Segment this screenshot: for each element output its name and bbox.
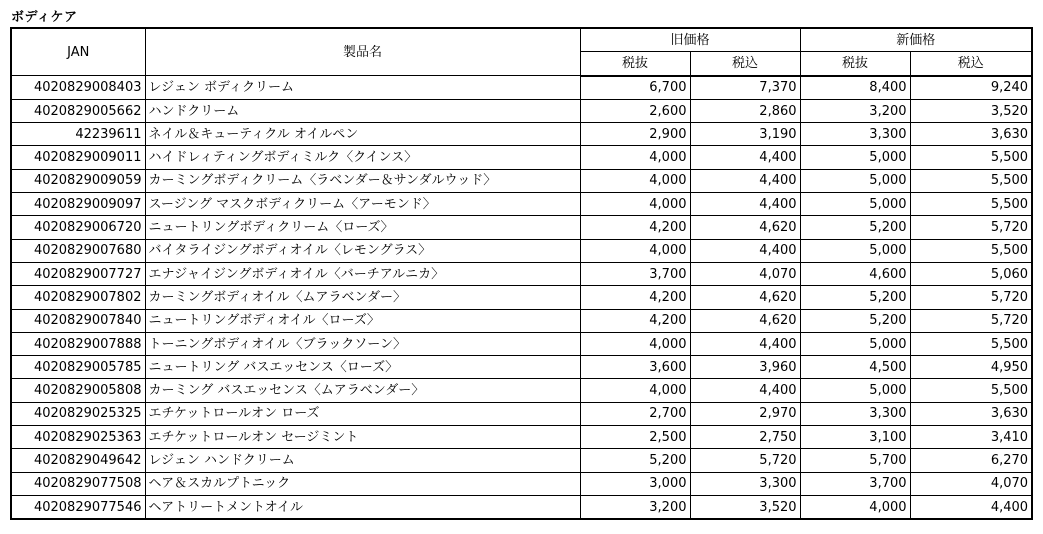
product-name-cell: エチケットロールオン セージミント	[145, 426, 580, 449]
old-tax-excluded-cell: 6,700	[580, 76, 690, 100]
old-tax-excluded-cell: 4,200	[580, 216, 690, 239]
jan-cell: 4020829007727	[11, 262, 145, 285]
product-name-cell: カーミングボディオイル〈ムアラベンダー〉	[145, 286, 580, 309]
old-tax-included-cell: 7,370	[690, 76, 800, 100]
product-name-cell: エチケットロールオン ローズ	[145, 402, 580, 425]
old-tax-included-cell: 4,400	[690, 169, 800, 192]
new-tax-excluded-cell: 3,200	[800, 99, 910, 122]
jan-cell: 4020829009097	[11, 193, 145, 216]
old-tax-excluded-cell: 4,000	[580, 169, 690, 192]
table-row	[11, 146, 1032, 169]
table-row	[11, 472, 1032, 495]
old-tax-included-cell: 2,860	[690, 99, 800, 122]
old-tax-excluded-cell: 2,700	[580, 402, 690, 425]
new-tax-included-cell: 5,060	[910, 262, 1032, 285]
old-tax-included-cell: 2,750	[690, 426, 800, 449]
table-header	[11, 28, 1032, 76]
sheet-title: ボディケア	[11, 10, 78, 25]
product-name-cell: バイタライジングボディオイル〈レモングラス〉	[145, 239, 580, 262]
new-price-group-header: 新価格	[800, 28, 1032, 52]
old-tax-excluded-cell: 2,600	[580, 99, 690, 122]
new-tax-excluded-cell: 5,200	[800, 286, 910, 309]
new-tax-included-cell: 3,630	[910, 123, 1032, 146]
old-tax-excluded-cell: 2,900	[580, 123, 690, 146]
old-tax-excluded-cell: 2,500	[580, 426, 690, 449]
new-tax-excluded-cell: 8,400	[800, 76, 910, 100]
table-row	[11, 495, 1032, 519]
new-tax-excluded-cell: 5,000	[800, 332, 910, 355]
new-tax-included-cell: 5,720	[910, 286, 1032, 309]
jan-cell: 4020829049642	[11, 449, 145, 472]
old-tax-excluded-header: 税抜	[580, 52, 690, 76]
new-tax-included-cell: 5,500	[910, 239, 1032, 262]
new-tax-excluded-cell: 3,300	[800, 402, 910, 425]
old-tax-included-cell: 5,720	[690, 449, 800, 472]
old-tax-excluded-cell: 4,200	[580, 309, 690, 332]
old-tax-excluded-cell: 3,000	[580, 472, 690, 495]
product-name-cell: レジェン ボディクリーム	[145, 76, 580, 100]
table-row	[11, 379, 1032, 402]
old-tax-included-cell: 4,400	[690, 146, 800, 169]
new-tax-included-cell: 4,400	[910, 495, 1032, 519]
old-tax-excluded-cell: 4,000	[580, 332, 690, 355]
old-tax-included-cell: 4,400	[690, 379, 800, 402]
old-tax-included-cell: 3,300	[690, 472, 800, 495]
new-tax-included-cell: 5,500	[910, 332, 1032, 355]
product-name-cell: ネイル＆キューティクル オイルペン	[145, 123, 580, 146]
table-body	[11, 76, 1032, 520]
old-tax-included-header: 税込	[690, 52, 800, 76]
jan-cell: 4020829007840	[11, 309, 145, 332]
new-tax-excluded-cell: 5,000	[800, 239, 910, 262]
product-name-cell: ハンドクリーム	[145, 99, 580, 122]
product-name-column-header: 製品名	[145, 28, 580, 76]
jan-cell: 4020829077546	[11, 495, 145, 519]
new-tax-included-cell: 5,720	[910, 309, 1032, 332]
new-tax-excluded-header: 税抜	[800, 52, 910, 76]
table-row	[11, 332, 1032, 355]
old-tax-included-cell: 4,070	[690, 262, 800, 285]
product-name-cell: カーミングボディクリーム〈ラベンダー＆サンダルウッド〉	[145, 169, 580, 192]
new-tax-excluded-cell: 4,000	[800, 495, 910, 519]
new-tax-excluded-cell: 5,000	[800, 169, 910, 192]
price-table	[10, 27, 1033, 520]
old-tax-included-cell: 3,190	[690, 123, 800, 146]
old-tax-included-cell: 4,620	[690, 286, 800, 309]
old-tax-included-cell: 4,620	[690, 309, 800, 332]
old-tax-included-cell: 4,620	[690, 216, 800, 239]
new-tax-included-cell: 5,500	[910, 146, 1032, 169]
new-tax-included-cell: 5,500	[910, 379, 1032, 402]
new-tax-excluded-cell: 5,000	[800, 379, 910, 402]
table-row	[11, 216, 1032, 239]
new-tax-included-cell: 3,520	[910, 99, 1032, 122]
jan-cell: 4020829007680	[11, 239, 145, 262]
product-name-cell: スージング マスクボディクリーム〈アーモンド〉	[145, 193, 580, 216]
old-tax-excluded-cell: 4,200	[580, 286, 690, 309]
new-tax-excluded-cell: 3,700	[800, 472, 910, 495]
old-tax-excluded-cell: 4,000	[580, 146, 690, 169]
product-name-cell: エナジャイジングボディオイル〈バーチアルニカ〉	[145, 262, 580, 285]
table-row	[11, 309, 1032, 332]
new-tax-included-cell: 4,950	[910, 356, 1032, 379]
table-row	[11, 99, 1032, 122]
table-row	[11, 356, 1032, 379]
table-row	[11, 76, 1032, 100]
product-name-cell: カーミング バスエッセンス〈ムアラベンダー〉	[145, 379, 580, 402]
old-tax-included-cell: 3,960	[690, 356, 800, 379]
old-tax-excluded-cell: 5,200	[580, 449, 690, 472]
old-tax-excluded-cell: 4,000	[580, 239, 690, 262]
product-name-cell: ニュートリングボディオイル〈ローズ〉	[145, 309, 580, 332]
table-row	[11, 426, 1032, 449]
table-row	[11, 262, 1032, 285]
new-tax-excluded-cell: 5,000	[800, 146, 910, 169]
old-tax-included-cell: 4,400	[690, 332, 800, 355]
new-tax-included-header: 税込	[910, 52, 1032, 76]
old-price-group-header: 旧価格	[580, 28, 800, 52]
jan-cell: 4020829007802	[11, 286, 145, 309]
jan-cell: 4020829005808	[11, 379, 145, 402]
jan-cell: 4020829009059	[11, 169, 145, 192]
product-name-cell: ヘアトリートメントオイル	[145, 495, 580, 519]
jan-cell: 4020829009011	[11, 146, 145, 169]
old-tax-excluded-cell: 3,600	[580, 356, 690, 379]
product-name-cell: ヘア＆スカルプトニック	[145, 472, 580, 495]
old-tax-included-cell: 3,520	[690, 495, 800, 519]
new-tax-included-cell: 3,410	[910, 426, 1032, 449]
jan-cell: 4020829077508	[11, 472, 145, 495]
new-tax-excluded-cell: 3,300	[800, 123, 910, 146]
new-tax-excluded-cell: 5,200	[800, 309, 910, 332]
old-tax-excluded-cell: 4,000	[580, 379, 690, 402]
table-row	[11, 449, 1032, 472]
table-row	[11, 193, 1032, 216]
table-row	[11, 123, 1032, 146]
new-tax-included-cell: 5,720	[910, 216, 1032, 239]
table-row	[11, 402, 1032, 425]
jan-cell: 4020829007888	[11, 332, 145, 355]
product-name-cell: トーニングボディオイル〈ブラックソーン〉	[145, 332, 580, 355]
table-row	[11, 169, 1032, 192]
product-name-cell: ハイドレィティングボディミルク〈クインス〉	[145, 146, 580, 169]
product-name-cell: ニュートリング バスエッセンス〈ローズ〉	[145, 356, 580, 379]
new-tax-included-cell: 6,270	[910, 449, 1032, 472]
jan-cell: 42239611	[11, 123, 145, 146]
new-tax-excluded-cell: 4,500	[800, 356, 910, 379]
old-tax-included-cell: 4,400	[690, 239, 800, 262]
old-tax-excluded-cell: 4,000	[580, 193, 690, 216]
product-name-cell: ニュートリングボディクリーム〈ローズ〉	[145, 216, 580, 239]
new-tax-included-cell: 5,500	[910, 169, 1032, 192]
new-tax-excluded-cell: 5,000	[800, 193, 910, 216]
old-tax-excluded-cell: 3,200	[580, 495, 690, 519]
old-tax-included-cell: 2,970	[690, 402, 800, 425]
old-tax-excluded-cell: 3,700	[580, 262, 690, 285]
product-name-cell: レジェン ハンドクリーム	[145, 449, 580, 472]
new-tax-included-cell: 9,240	[910, 76, 1032, 100]
new-tax-excluded-cell: 3,100	[800, 426, 910, 449]
table-row	[11, 239, 1032, 262]
jan-cell: 4020829025325	[11, 402, 145, 425]
jan-column-header: JAN	[11, 28, 145, 76]
jan-cell: 4020829006720	[11, 216, 145, 239]
table-row	[11, 286, 1032, 309]
new-tax-included-cell: 3,630	[910, 402, 1032, 425]
jan-cell: 4020829005662	[11, 99, 145, 122]
new-tax-excluded-cell: 5,700	[800, 449, 910, 472]
jan-cell: 4020829008403	[11, 76, 145, 100]
new-tax-included-cell: 5,500	[910, 193, 1032, 216]
old-tax-included-cell: 4,400	[690, 193, 800, 216]
jan-cell: 4020829025363	[11, 426, 145, 449]
new-tax-excluded-cell: 4,600	[800, 262, 910, 285]
jan-cell: 4020829005785	[11, 356, 145, 379]
new-tax-excluded-cell: 5,200	[800, 216, 910, 239]
new-tax-included-cell: 4,070	[910, 472, 1032, 495]
